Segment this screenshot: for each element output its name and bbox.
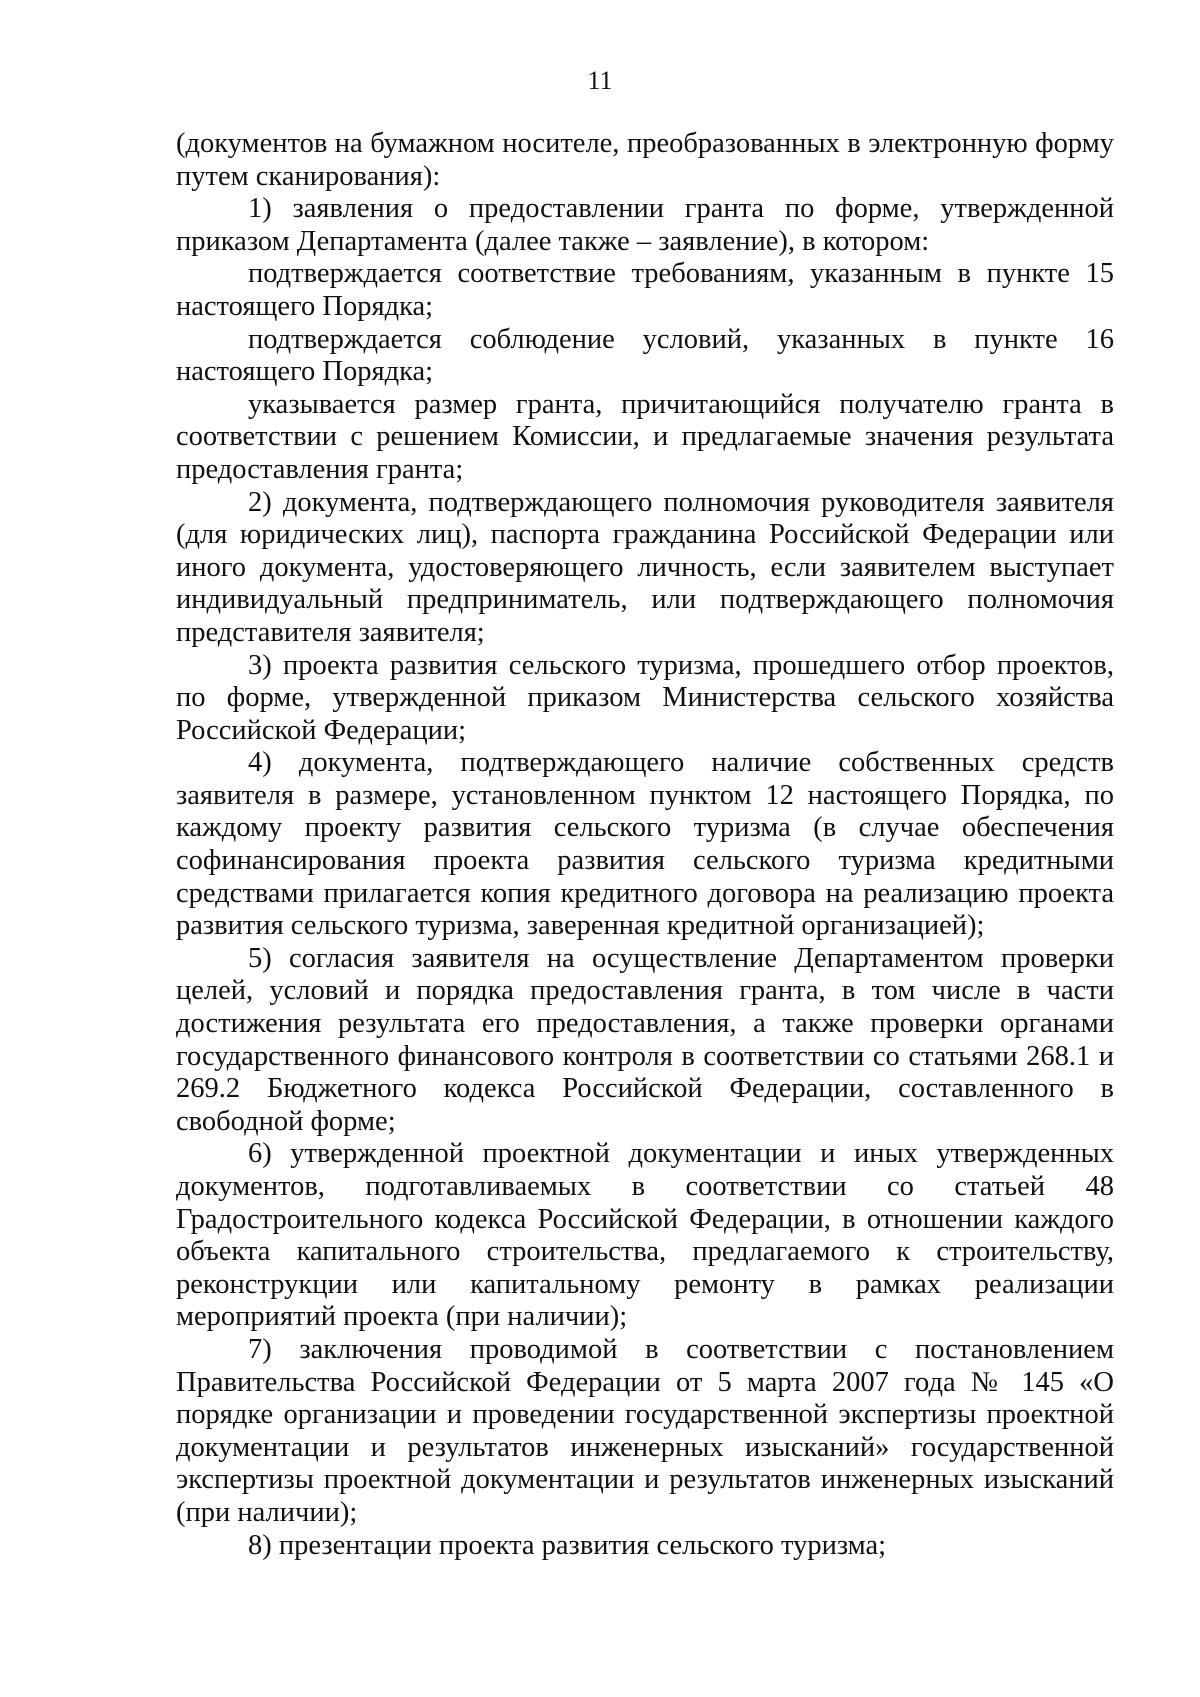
- sub-item-conditions: подтверждается соблюдение условий, указанных в пункте 16 настоящего Порядка;: [176, 323, 1114, 388]
- list-item-8: 8) презентации проекта развития сельского туризма;: [248, 1529, 887, 1561]
- page-number: 11: [587, 66, 613, 95]
- document-body: [176, 128, 1114, 1562]
- list-item-4: 4) документа, подтверждающего наличие собственных средств заявителя в размере, установленном пунктом 12 настоящего Порядка, по каждому проекту развития сельского туризма (в случае обеспечения софинансирования проекта развития сельского туризма кредитными средствами прилагается копия кредитного договора на реализацию проекта развития сельского туризма, заверенная кредитной организацией);: [176, 747, 1114, 942]
- list-item-3: 3) проекта развития сельского туризма, прошедшего отбор проектов, по форме, утвержденной приказом Министерства сельского хозяйства Российской Федерации;: [176, 649, 1114, 746]
- paragraph-intro: (документов на бумажном носителе, преобразованных в электронную форму путем сканирования):: [176, 128, 1114, 192]
- list-item-6: 6) утвержденной проектной документации и иных утвержденных документов, подготавливаемых в соответствии со статьей 48 Градостроительного кодекса Российской Федерации, в отношении каждого объекта капитального строительства, предлагаемого к строительству, реконструкции или капитальному ремонту в рамках реализации мероприятий проекта (при наличии);: [176, 1138, 1114, 1333]
- list-item-5: 5) согласия заявителя на осуществление Департаментом проверки целей, условий и порядка предоставления гранта, в том числе в части достижения результата его предоставления, а также проверки органами государственного финансового контроля в соответствии со статьями 268.1 и 269.2 Бюджетного кодекса Российской Федерации, составленного в свободной форме;: [176, 942, 1114, 1137]
- list-item-2: 2) документа, подтверждающего полномочия руководителя заявителя (для юридических лиц), паспорта гражданина Российской Федерации или иного документа, удостоверяющего личность, если заявителем выступает индивидуальный предприниматель, или подтверждающего полномочия представителя заявителя;: [176, 486, 1114, 648]
- list-item-1: 1) заявления о предоставлении гранта по форме, утвержденной приказом Департамента (далее также – заявление), в котором:: [176, 193, 1114, 257]
- list-item-7: 7) заключения проводимой в соответствии с постановлением Правительства Российской Федерации от 5 марта 2007 года № 145 «О порядке организации и проведении государственной экспертизы проектной документации и результатов инженерных изысканий» государственной экспертизы проектной документации и результатов инженерных изысканий (при наличии);: [176, 1333, 1114, 1528]
- sub-item-requirements: подтверждается соответствие требованиям, указанным в пункте 15 настоящего Порядка;: [176, 258, 1114, 322]
- sub-item-grant-size: указывается размер гранта, причитающийся получателю гранта в соответствии с решением Комиссии, и предлагаемые значения результата предоставления гранта;: [176, 388, 1114, 485]
